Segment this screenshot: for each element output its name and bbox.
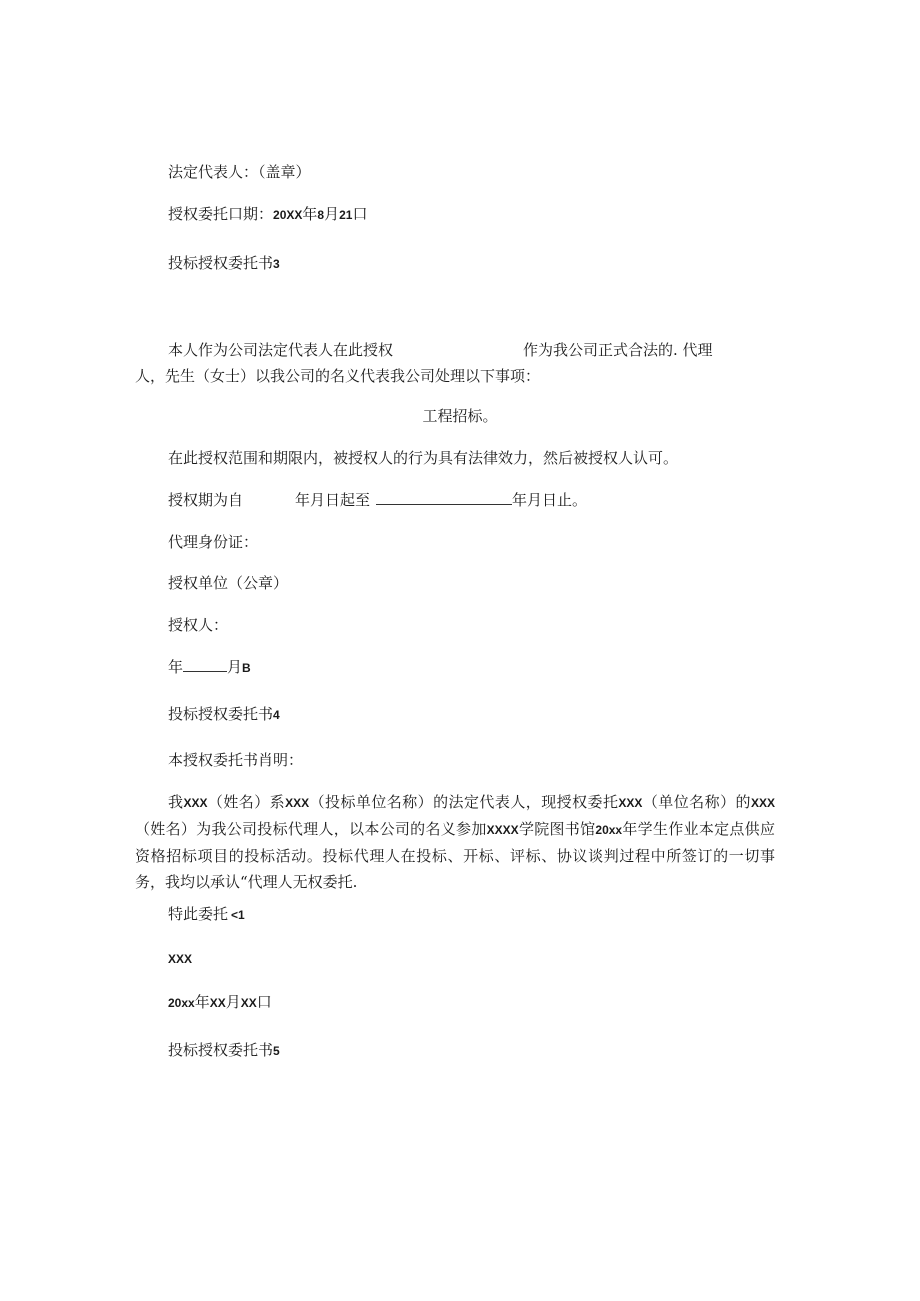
date-nian: 年 [168, 658, 184, 676]
date-month-char: 月 [324, 205, 340, 223]
sig-kou: 口 [256, 993, 272, 1011]
section-5-number: 5 [273, 1044, 280, 1058]
center-item [0, 406, 920, 426]
unit-line [168, 573, 288, 593]
period-middle-label: 年月日起至 [295, 491, 371, 509]
p-20xx: 20xx [595, 823, 623, 837]
signature-date-line [168, 992, 272, 1013]
p-xxx2: XXX [285, 796, 310, 810]
p-t1: （姓名）系 [207, 793, 286, 811]
p-xxx4: XXX [750, 796, 775, 810]
section-4-number: 4 [273, 708, 280, 722]
section-3-title-text: 投标授权委托书 [168, 254, 274, 272]
section-3-title [168, 253, 280, 274]
sig-month: XX [209, 996, 226, 1010]
center-item-text: 工程招标。 [422, 407, 498, 425]
special-mark: <1 [231, 908, 245, 922]
section-3-paragraph-line1 [168, 340, 713, 360]
date-day: 21 [339, 208, 353, 222]
scope-text: 在此授权范围和期限内，被授权人的行为具有法律效力，然后被授权人认可。 [168, 449, 679, 467]
date-month: 8 [317, 208, 325, 222]
sig-day: XX [240, 996, 257, 1010]
p-t4: （姓名）为我公司投标代理人，以本公司的名义参加 [135, 820, 487, 838]
sig-yue: 月 [225, 993, 241, 1011]
section-4-title-text: 投标授权委托书 [168, 705, 274, 723]
grantor-line [168, 615, 228, 635]
p-t6: 年学生作业本定点供应资格招标项目的投标活动。投标代理人在投标、开标、评标、协议谈判过程中所签订的一切事务，我均以承认“代理人无权委托. [135, 820, 775, 891]
date-blank [183, 657, 227, 672]
sig-year: 20xx [168, 996, 195, 1010]
grantor-date-line [168, 657, 251, 678]
p-t3: （单位名称）的 [642, 793, 751, 811]
grantor-text: 授权人： [168, 616, 229, 634]
para-part2: 作为我公司正式合法的. 代理 [523, 341, 713, 359]
statement-line [168, 750, 303, 770]
date-year-char: 年 [302, 205, 318, 223]
legal-representative-text: 法定代表人：（盖章） [168, 163, 311, 181]
section-3-number: 3 [273, 257, 280, 271]
id-card-text: 代理身份证： [168, 533, 259, 551]
p-wo: 我 [168, 793, 184, 811]
unit-text: 授权单位（公章） [168, 574, 289, 592]
period-blank [376, 490, 512, 505]
date-b: B [242, 661, 251, 675]
section-4-title [168, 704, 280, 725]
date-day-char: 口 [352, 205, 368, 223]
para-line2: 人，先生（女士）以我公司的名义代表我公司处理以下事项： [135, 367, 541, 385]
section-5-title-text: 投标授权委托书 [168, 1041, 274, 1059]
date-yue: 月 [227, 658, 243, 676]
para-part1: 本人作为公司法定代表人在此授权 [168, 341, 394, 359]
section-5-title [168, 1040, 280, 1061]
legal-representative-line [168, 162, 311, 182]
statement-text: 本授权委托书肖明： [168, 751, 304, 769]
p-xxx3: XXX [618, 796, 643, 810]
sig-nian: 年 [194, 993, 210, 1011]
p-xxxx: XXXX [486, 823, 519, 837]
special-commission-line [168, 904, 245, 925]
p-xxx1: XXX [183, 796, 208, 810]
date-year: 20XX [273, 208, 303, 222]
period-start-label: 授权期为自 [168, 491, 244, 509]
p-t2: （投标单位名称）的法定代表人，现授权委托 [309, 793, 619, 811]
signer-text: XXX [168, 952, 193, 966]
scope-line [168, 448, 678, 468]
p-t5: 学院图书馆 [518, 820, 596, 838]
period-line [168, 490, 587, 510]
signer-line [168, 948, 192, 969]
date-label: 授权委托口期： [168, 205, 274, 223]
authorization-date-line [168, 204, 367, 225]
period-end-label: 年月日止。 [512, 491, 588, 509]
special-text: 特此委托 [168, 905, 229, 923]
id-card-line [168, 532, 258, 552]
section-4-paragraph [135, 789, 775, 895]
section-3-paragraph-line2 [135, 366, 540, 386]
